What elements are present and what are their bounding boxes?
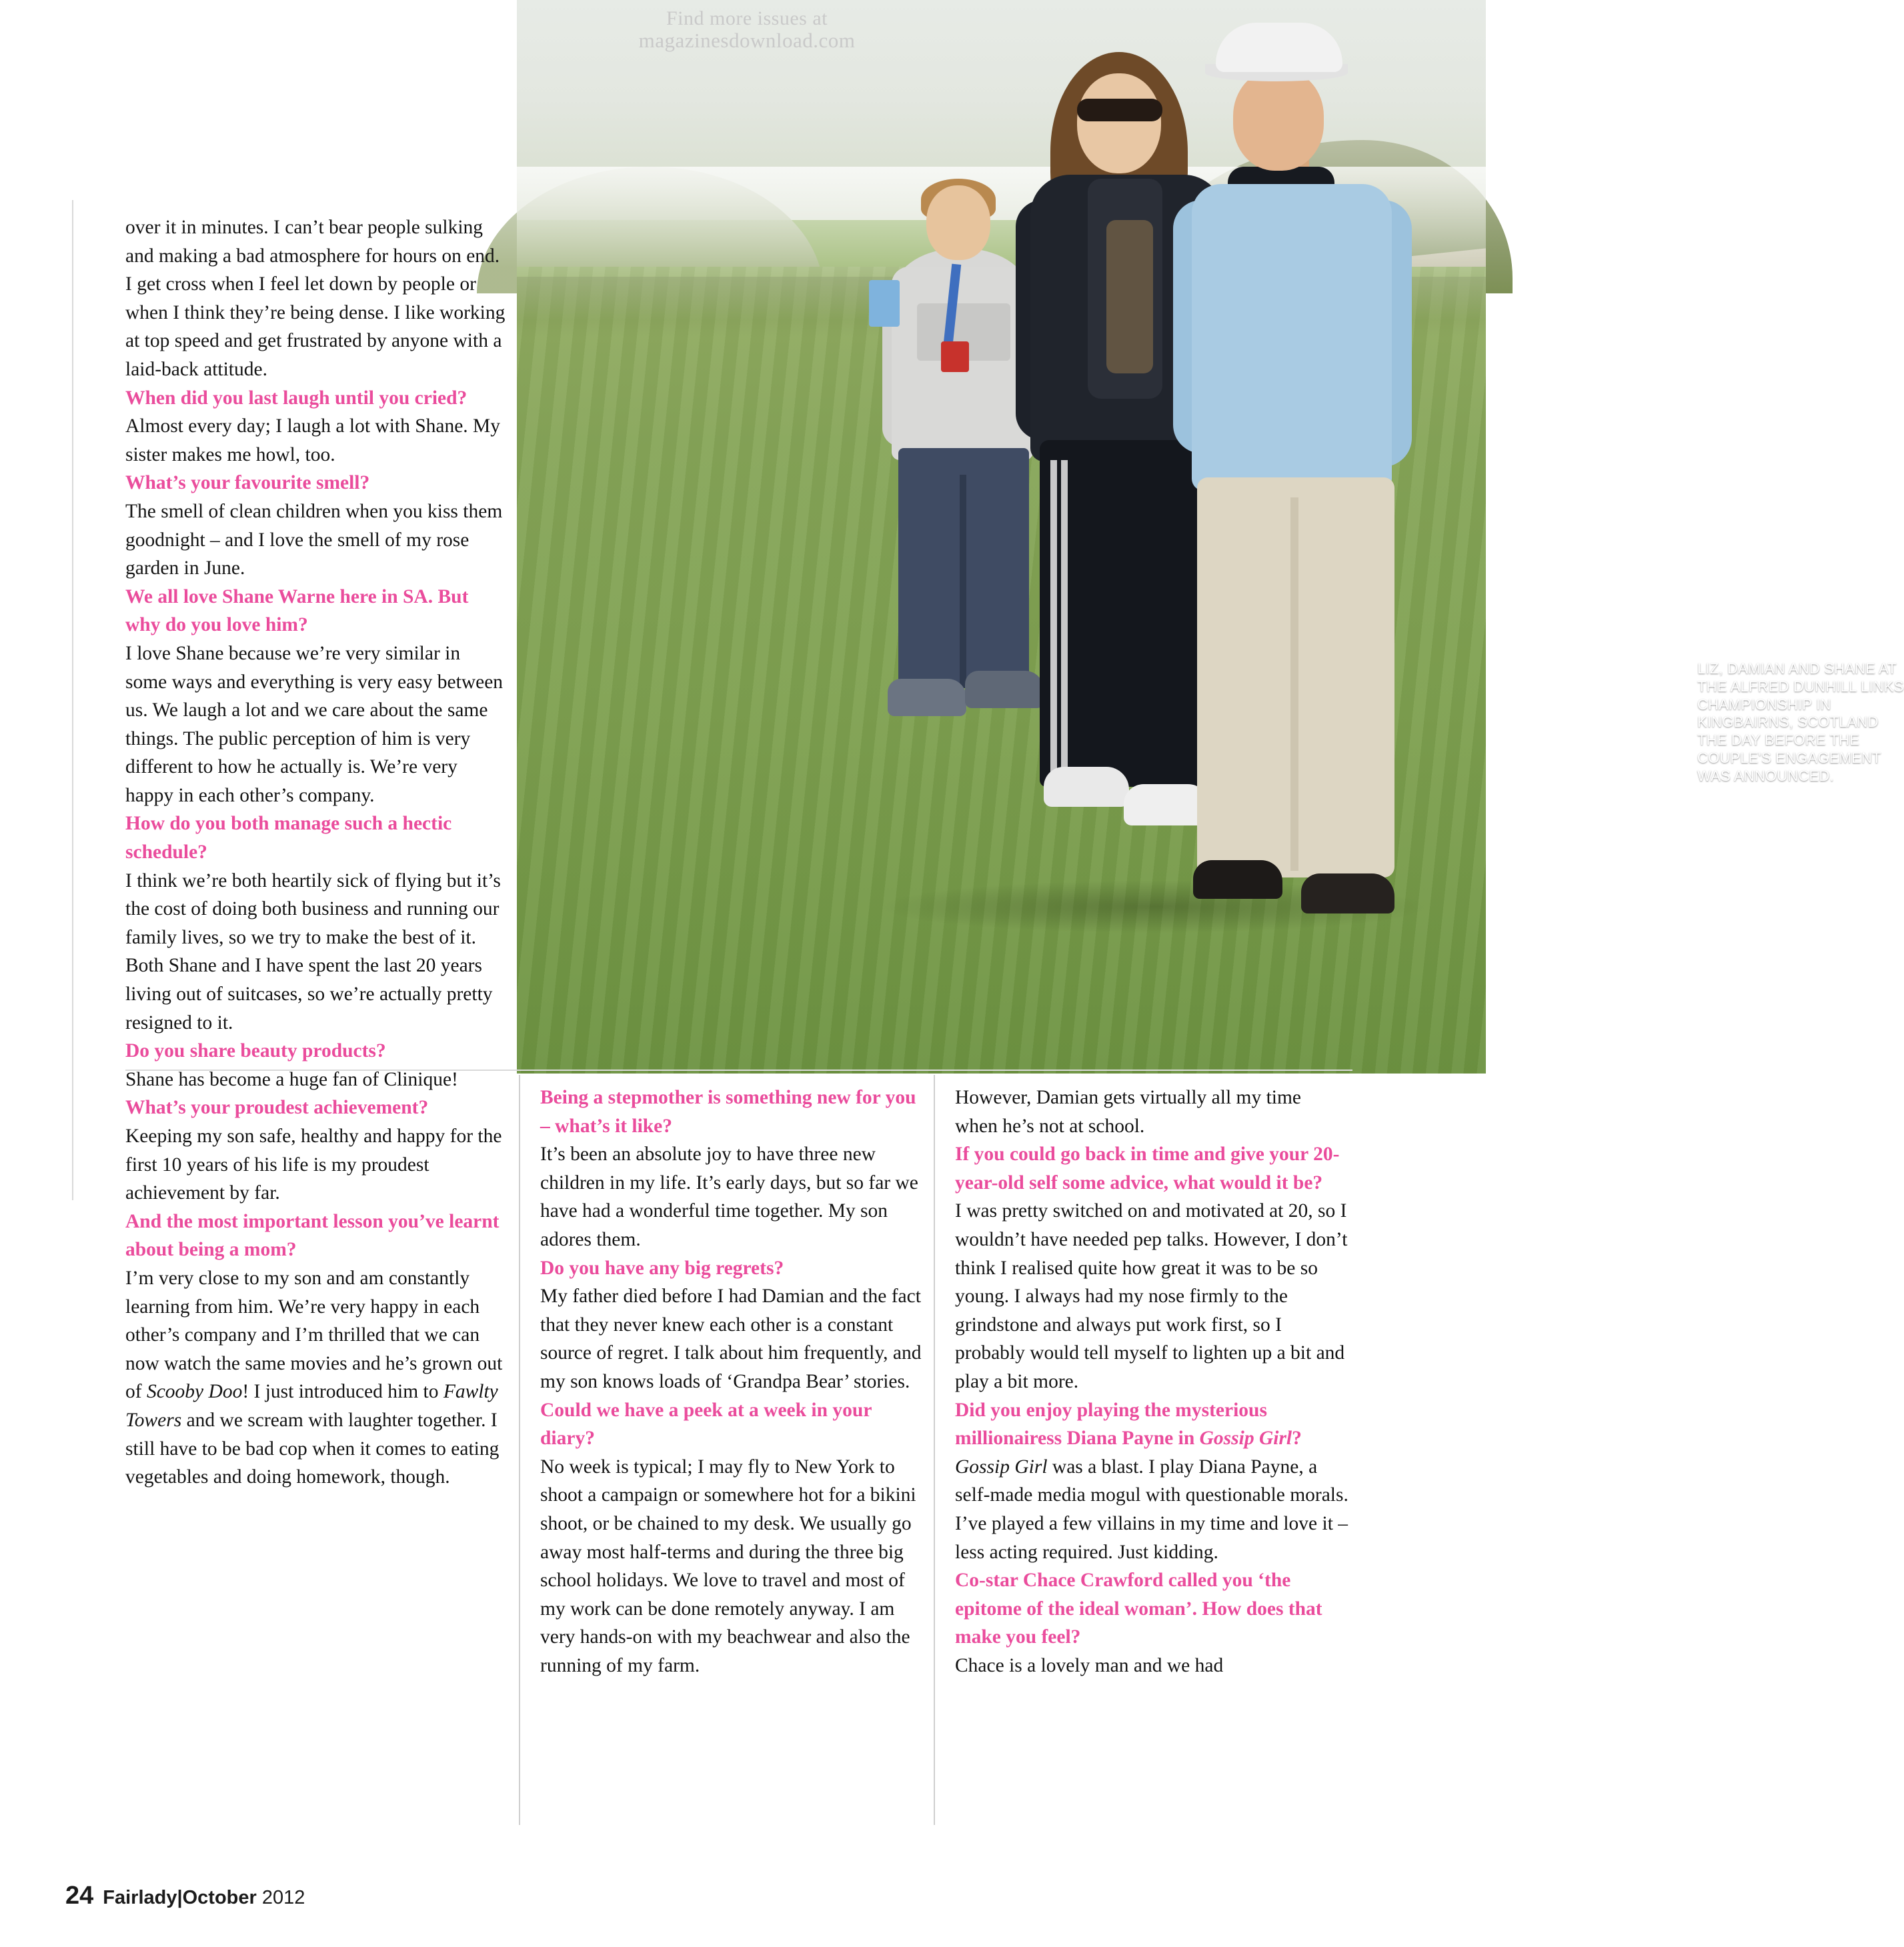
interview-question: Do you share beauty products? <box>125 1040 386 1062</box>
column-divider-2 <box>934 1075 935 1825</box>
footer-masthead <box>103 1887 305 1909</box>
interview-answer: Chace is a lovely man and we had <box>955 1654 1224 1676</box>
interview-answer: I think we’re both heartily sick of flying but it’s the cost of doing both business and running our family lives, so we try to make the best of it. Both Shane and I have spent the last 20 years living out of suitcases, so we’re actually pretty resigned to it. <box>125 869 501 1034</box>
text-run: was a blast. I play Diana Payne, a self-made media mogul with questionable morals. I’ve played a few villains in my time and love it – less acting required. Just kidding. <box>955 1456 1348 1563</box>
interview-answer: My father died before I had Damian and the fact that they never knew each other is a constant source of regret. I talk about him frequently, and my son knows loads of ‘Grandpa Bear’ stories. <box>540 1286 922 1392</box>
article-column-2 <box>540 1084 927 1680</box>
interview-question: What’s your proudest achievement? <box>125 1097 429 1119</box>
interview-answer: over it in minutes. I can’t bear people sulking and making a bad atmosphere for hours on end. I get cross when I feel let down by people or when I think they’re being dense. I like working at top speed and get frustrated by anyone with a laid-back attitude. <box>125 217 506 380</box>
column-divider-1 <box>519 1075 520 1825</box>
page-footer <box>65 1882 305 1910</box>
article-column-1 <box>125 213 506 1492</box>
interview-answer: Almost every day; I laugh a lot with Shane. My sister makes me howl, too. <box>125 415 501 465</box>
footer-issue-month: October <box>182 1887 257 1908</box>
interview-answer <box>955 1453 1348 1566</box>
interview-question: Co-star Chace Crawford called you ‘the epitome of the ideal woman’. How does that make you feel? <box>955 1570 1322 1648</box>
interview-answer: However, Damian gets virtually all my time when he’s not at school. <box>955 1087 1302 1137</box>
text-run: ? <box>1292 1428 1302 1450</box>
footer-separator: | <box>177 1887 183 1908</box>
interview-answer: I was pretty switched on and motivated at 20, so I wouldn’t have needed pep talks. However, I don’t think I realised quite how great it was to be so young. I always had my nose firmly to the grindstone and always put work first, so I probably would tell myself to lighten up a bit and play a bit more. <box>955 1200 1348 1392</box>
interview-question: We all love Shane Warne here in SA. But why do you love him? <box>125 585 469 636</box>
interview-question: What’s your favourite smell? <box>125 472 370 494</box>
left-margin-rule <box>72 200 73 1200</box>
watermark-line-1: Find more issues at <box>666 7 828 29</box>
title-italic: Gossip Girl <box>955 1456 1048 1478</box>
text-run: and we scream with laughter together. I still have to be bad cop when it comes to eating vegetables and doing homework, though. <box>125 1409 500 1488</box>
title-italic: Gossip Girl <box>1199 1428 1292 1450</box>
interview-answer: No week is typical; I may fly to New York to shoot a campaign or somewhere hot for a bikini shoot, or be chained to my desk. We usually go away most half-terms and during the three big school holidays. We love to travel and most of my work can be done remotely anyway. I am very hands-on with my beachwear and also the running of my farm. <box>540 1456 916 1676</box>
text-run: Did you enjoy playing the mysterious millionairess Diana Payne in <box>955 1399 1267 1450</box>
interview-question <box>955 1396 1348 1453</box>
interview-answer: Shane has become a huge fan of Clinique! <box>125 1068 458 1090</box>
interview-answer <box>125 1264 506 1492</box>
interview-question: Could we have a peek at a week in your diary? <box>540 1399 872 1450</box>
footer-issue-year: 2012 <box>261 1887 305 1908</box>
interview-question: If you could go back in time and give your 20-year-old self some advice, what would it be? <box>955 1144 1340 1194</box>
interview-question: Being a stepmother is something new for you – what’s it like? <box>540 1087 916 1137</box>
interview-answer: It’s been an absolute joy to have three new children in my life. It’s early days, but so far we have had a wonderful time together. My son adores them. <box>540 1144 918 1250</box>
interview-answer: I love Shane because we’re very similar in some ways and everything is very easy between us. We laugh a lot and we care about the same things. The public perception of him is very different to how he actually is. We’re very happy in each other’s company. <box>125 642 504 806</box>
feature-photo <box>517 0 1904 1070</box>
interview-question: When did you last laugh until you cried? <box>125 387 467 409</box>
interview-answer: The smell of clean children when you kiss them goodnight – and I love the smell of my rose garden in June. <box>125 500 503 579</box>
title-italic: Fawlty Towers <box>125 1381 498 1431</box>
footer-magazine-name: Fairlady <box>103 1887 177 1908</box>
text-run: I’m very close to my son and am constantly learning from him. We’re very happy in each other’s company and I’m thrilled that we can now watch the same movies and he’s grown out of <box>125 1267 503 1403</box>
title-italic: Scooby Doo <box>146 1381 243 1403</box>
watermark-line-2: magazinesdownload.com <box>638 29 856 53</box>
article-column-3 <box>955 1084 1348 1680</box>
photo-caption: LIZ, DAMIAN AND SHANE AT THE ALFRED DUNHILL LINKS CHAMPIONSHIP IN KINGBAIRNS, SCOTLAND THE DAY BEFORE THE COUPLE'S ENGAGEMENT WAS ANNOUNCED. <box>1697 660 1904 784</box>
interview-question: Do you have any big regrets? <box>540 1257 784 1279</box>
interview-answer: Keeping my son safe, healthy and happy for the first 10 years of his life is my proudest achievement by far. <box>125 1126 502 1204</box>
interview-question: And the most important lesson you’ve learnt about being a mom? <box>125 1210 500 1261</box>
interview-question: How do you both manage such a hectic schedule? <box>125 813 452 863</box>
text-run: ! I just introduced him to <box>242 1381 443 1403</box>
page-number: 24 <box>65 1882 94 1910</box>
